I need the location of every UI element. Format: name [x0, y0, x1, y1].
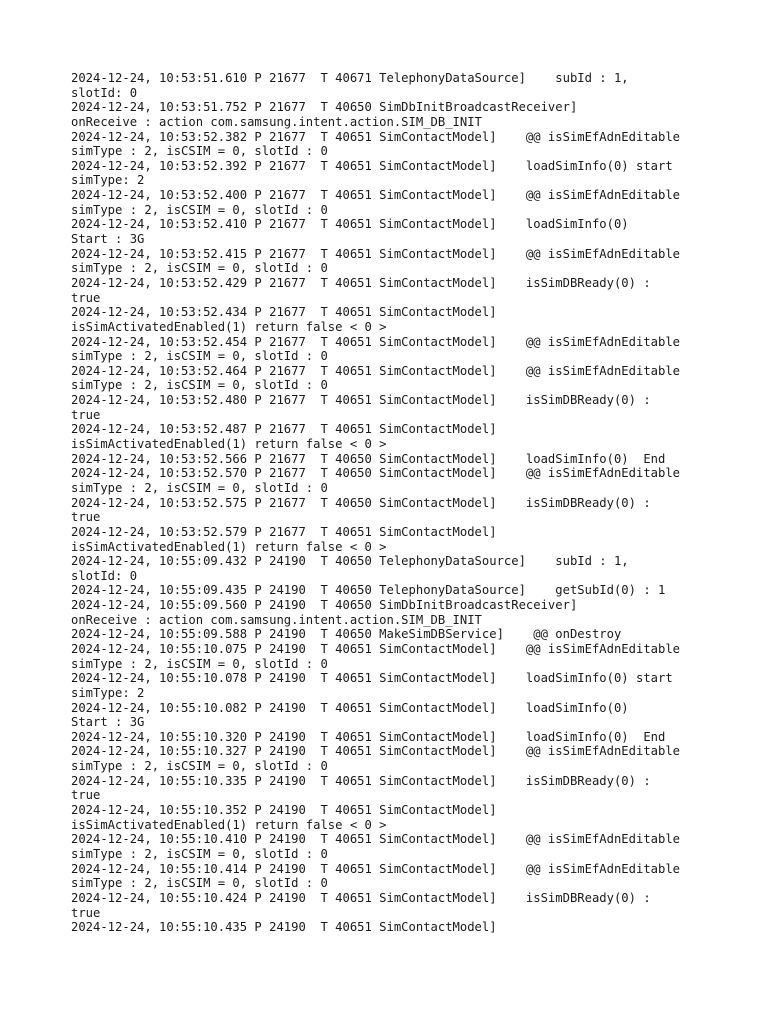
log-line: simType : 2, isCSIM = 0, slotId : 0: [71, 480, 328, 495]
log-line: 2024-12-24, 10:53:52.575 P 21677 T 40650 SimContactModel] isSimDBReady(0) :: [71, 495, 651, 510]
log-line: 2024-12-24, 10:55:10.335 P 24190 T 40651 SimContactModel] isSimDBReady(0) :: [71, 773, 651, 788]
log-text-block: [71, 71, 751, 935]
log-line: 2024-12-24, 10:53:51.752 P 21677 T 40650 SimDbInitBroadcastReceiver]: [71, 100, 578, 115]
log-line: 2024-12-24, 10:53:52.382 P 21677 T 40651 SimContactModel] @@ isSimEfAdnEditable: [71, 129, 681, 144]
log-line: 2024-12-24, 10:53:52.480 P 21677 T 40651 SimContactModel] isSimDBReady(0) :: [71, 393, 651, 408]
log-line: 2024-12-24, 10:53:52.392 P 21677 T 40651 SimContactModel] loadSimInfo(0) start: [71, 158, 673, 173]
log-line: 2024-12-24, 10:55:10.352 P 24190 T 40651 SimContactModel]: [71, 803, 497, 818]
log-line: 2024-12-24, 10:55:09.435 P 24190 T 40650 TelephonyDataSource] getSubId(0) : 1: [71, 583, 666, 598]
log-line: true: [71, 290, 101, 305]
log-line: 2024-12-24, 10:55:10.075 P 24190 T 40651 SimContactModel] @@ isSimEfAdnEditable: [71, 641, 681, 656]
log-line: 2024-12-24, 10:55:10.424 P 24190 T 40651 SimContactModel] isSimDBReady(0) :: [71, 890, 651, 905]
log-line: 2024-12-24, 10:53:52.415 P 21677 T 40651 SimContactModel] @@ isSimEfAdnEditable: [71, 246, 681, 261]
log-line: isSimActivatedEnabled(1) return false < 0 >: [71, 539, 387, 554]
log-line: 2024-12-24, 10:55:09.432 P 24190 T 40650 TelephonyDataSource] subId : 1,: [71, 554, 629, 569]
log-line: simType : 2, isCSIM = 0, slotId : 0: [71, 378, 328, 393]
log-line: 2024-12-24, 10:53:52.454 P 21677 T 40651 SimContactModel] @@ isSimEfAdnEditable: [71, 334, 681, 349]
log-line: Start : 3G: [71, 715, 145, 730]
log-line: true: [71, 905, 101, 920]
log-line: 2024-12-24, 10:55:09.560 P 24190 T 40650 SimDbInitBroadcastReceiver]: [71, 598, 578, 613]
log-line: simType: 2: [71, 685, 145, 700]
log-line: 2024-12-24, 10:55:10.082 P 24190 T 40651 SimContactModel] loadSimInfo(0): [71, 700, 629, 715]
log-line: 2024-12-24, 10:53:51.610 P 21677 T 40671 TelephonyDataSource] subId : 1,: [71, 71, 629, 85]
log-line: Start : 3G: [71, 232, 145, 247]
log-line: 2024-12-24, 10:55:10.414 P 24190 T 40651 SimContactModel] @@ isSimEfAdnEditable: [71, 861, 681, 876]
log-line: 2024-12-24, 10:53:52.566 P 21677 T 40650 SimContactModel] loadSimInfo(0) End: [71, 451, 666, 466]
log-line: simType : 2, isCSIM = 0, slotId : 0: [71, 261, 328, 276]
log-line: true: [71, 510, 101, 525]
log-line: 2024-12-24, 10:53:52.410 P 21677 T 40651 SimContactModel] loadSimInfo(0): [71, 217, 629, 232]
log-line: isSimActivatedEnabled(1) return false < 0 >: [71, 817, 387, 832]
log-line: 2024-12-24, 10:53:52.400 P 21677 T 40651 SimContactModel] @@ isSimEfAdnEditable: [71, 188, 681, 203]
log-line: 2024-12-24, 10:55:10.327 P 24190 T 40651 SimContactModel] @@ isSimEfAdnEditable: [71, 744, 681, 759]
log-line: simType: 2: [71, 173, 145, 188]
log-line: onReceive : action com.samsung.intent.action.SIM_DB_INIT: [71, 114, 482, 129]
log-line: simType : 2, isCSIM = 0, slotId : 0: [71, 144, 328, 159]
log-line: simType : 2, isCSIM = 0, slotId : 0: [71, 846, 328, 861]
log-line: 2024-12-24, 10:55:10.435 P 24190 T 40651 SimContactModel]: [71, 920, 497, 935]
log-line: 2024-12-24, 10:55:09.588 P 24190 T 40650 MakeSimDBService] @@ onDestroy: [71, 627, 622, 642]
log-line: 2024-12-24, 10:53:52.570 P 21677 T 40650 SimContactModel] @@ isSimEfAdnEditable: [71, 466, 681, 481]
log-line: simType : 2, isCSIM = 0, slotId : 0: [71, 876, 328, 891]
log-line: 2024-12-24, 10:53:52.429 P 21677 T 40651 SimContactModel] isSimDBReady(0) :: [71, 275, 651, 290]
log-line: true: [71, 788, 101, 803]
log-line: simType : 2, isCSIM = 0, slotId : 0: [71, 349, 328, 364]
log-line: 2024-12-24, 10:55:10.078 P 24190 T 40651 SimContactModel] loadSimInfo(0) start: [71, 671, 673, 686]
log-line: simType : 2, isCSIM = 0, slotId : 0: [71, 759, 328, 774]
log-line: isSimActivatedEnabled(1) return false < 0 >: [71, 319, 387, 334]
log-line: 2024-12-24, 10:55:10.320 P 24190 T 40651 SimContactModel] loadSimInfo(0) End: [71, 729, 666, 744]
log-line: 2024-12-24, 10:53:52.464 P 21677 T 40651 SimContactModel] @@ isSimEfAdnEditable: [71, 363, 681, 378]
log-line: onReceive : action com.samsung.intent.action.SIM_DB_INIT: [71, 612, 482, 627]
log-line: slotId: 0: [71, 85, 138, 100]
log-line: 2024-12-24, 10:55:10.410 P 24190 T 40651 SimContactModel] @@ isSimEfAdnEditable: [71, 832, 681, 847]
log-line: slotId: 0: [71, 568, 138, 583]
log-line: 2024-12-24, 10:53:52.487 P 21677 T 40651 SimContactModel]: [71, 422, 497, 437]
log-line: 2024-12-24, 10:53:52.434 P 21677 T 40651 SimContactModel]: [71, 305, 497, 320]
log-line: isSimActivatedEnabled(1) return false < 0 >: [71, 437, 387, 452]
log-line: 2024-12-24, 10:53:52.579 P 21677 T 40651 SimContactModel]: [71, 524, 497, 539]
log-line: true: [71, 407, 101, 422]
log-line: simType : 2, isCSIM = 0, slotId : 0: [71, 656, 328, 671]
log-line: simType : 2, isCSIM = 0, slotId : 0: [71, 202, 328, 217]
